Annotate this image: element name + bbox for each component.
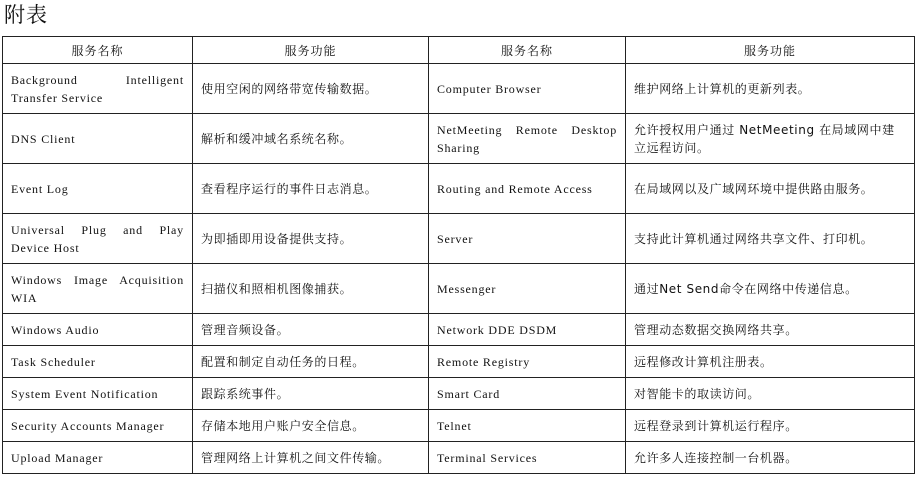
service-function-cell: 支持此计算机通过网络共享文件、打印机。 xyxy=(626,214,915,264)
service-function-cell: 使用空闲的网络带宽传输数据。 xyxy=(193,64,429,114)
service-function-cell: 管理网络上计算机之间文件传输。 xyxy=(193,442,429,474)
page-title: 附表 xyxy=(4,3,48,27)
service-name-cell: Telnet xyxy=(429,410,626,442)
table-row xyxy=(3,314,915,346)
table-row xyxy=(3,346,915,378)
service-name-cell: Background Intelligent Transfer Service xyxy=(3,64,193,114)
service-function-cell: 远程登录到计算机运行程序。 xyxy=(626,410,915,442)
service-function-cell: 扫描仪和照相机图像捕获。 xyxy=(193,264,429,314)
service-function-cell: 跟踪系统事件。 xyxy=(193,378,429,410)
service-function-cell: 存储本地用户账户安全信息。 xyxy=(193,410,429,442)
service-name-cell: Server xyxy=(429,214,626,264)
service-name-cell: Windows Audio xyxy=(3,314,193,346)
table-row xyxy=(3,114,915,164)
service-function-cell: 管理动态数据交换网络共享。 xyxy=(626,314,915,346)
service-function-cell: 允许多人连接控制一台机器。 xyxy=(626,442,915,474)
header-service-function-1: 服务功能 xyxy=(193,37,429,64)
table-row xyxy=(3,64,915,114)
service-function-cell: 配置和制定自动任务的日程。 xyxy=(193,346,429,378)
services-table xyxy=(2,36,915,474)
service-name-cell: Terminal Services xyxy=(429,442,626,474)
service-name-cell: Routing and Remote Access xyxy=(429,164,626,214)
table-header-row xyxy=(3,37,915,64)
service-function-cell: 解析和缓冲域名系统名称。 xyxy=(193,114,429,164)
service-function-cell: 允许授权用户通过 NetMeeting 在局域网中建立远程访问。 xyxy=(626,114,915,164)
service-name-cell: Universal Plug and Play Device Host xyxy=(3,214,193,264)
service-name-cell: Security Accounts Manager xyxy=(3,410,193,442)
service-function-cell: 远程修改计算机注册表。 xyxy=(626,346,915,378)
header-service-name-2: 服务名称 xyxy=(429,37,626,64)
service-function-cell: 在局域网以及广域网环境中提供路由服务。 xyxy=(626,164,915,214)
service-name-cell: Windows Image Acquisition WIA xyxy=(3,264,193,314)
service-name-cell: System Event Notification xyxy=(3,378,193,410)
service-name-cell: Remote Registry xyxy=(429,346,626,378)
table-row xyxy=(3,214,915,264)
service-function-cell: 通过Net Send命令在网络中传递信息。 xyxy=(626,264,915,314)
header-service-name-1: 服务名称 xyxy=(3,37,193,64)
service-name-cell: Messenger xyxy=(429,264,626,314)
service-name-cell: Network DDE DSDM xyxy=(429,314,626,346)
service-name-cell: Computer Browser xyxy=(429,64,626,114)
table-row xyxy=(3,442,915,474)
service-function-cell: 为即插即用设备提供支持。 xyxy=(193,214,429,264)
table-row xyxy=(3,264,915,314)
table-row xyxy=(3,378,915,410)
service-function-cell: 管理音频设备。 xyxy=(193,314,429,346)
service-function-cell: 对智能卡的取读访问。 xyxy=(626,378,915,410)
table-row xyxy=(3,410,915,442)
service-function-cell: 维护网络上计算机的更新列表。 xyxy=(626,64,915,114)
service-name-cell: Smart Card xyxy=(429,378,626,410)
service-name-cell: Task Scheduler xyxy=(3,346,193,378)
header-service-function-2: 服务功能 xyxy=(626,37,915,64)
service-name-cell: NetMeeting Remote Desktop Sharing xyxy=(429,114,626,164)
service-name-cell: DNS Client xyxy=(3,114,193,164)
service-name-cell: Upload Manager xyxy=(3,442,193,474)
service-function-cell: 查看程序运行的事件日志消息。 xyxy=(193,164,429,214)
service-name-cell: Event Log xyxy=(3,164,193,214)
table-row xyxy=(3,164,915,214)
